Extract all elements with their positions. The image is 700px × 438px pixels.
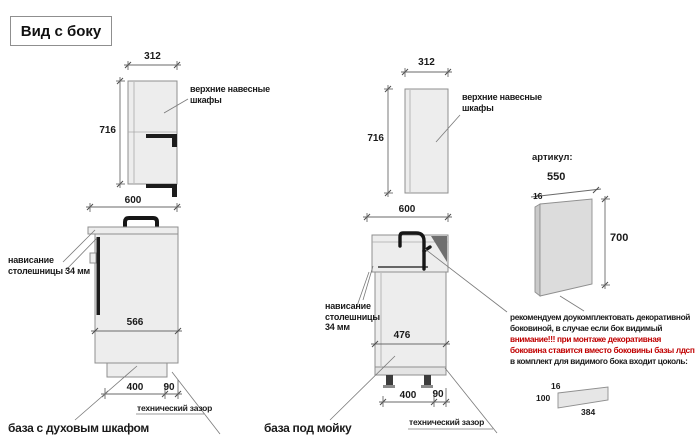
dim-panel-thickness: 16 [533,191,543,201]
label-sink-base-name: база под мойку [264,421,352,435]
dim-middle-base-width: 600 [398,204,416,215]
dim-plinth-thickness: 16 [551,381,561,391]
dim-left-plinth: 400 [126,382,144,393]
label-overhang-middle: нависание столешницы 34 мм [325,301,380,332]
note-line-3: в комплект для видимого бока входит цоколь: [510,356,688,366]
note-warning-line-1: внимание!!! при монтаже декоративная [510,334,661,344]
dim-panel-height: 700 [610,232,629,244]
plinth-piece [558,387,608,408]
label-upper-cabinets-middle: верхние навесные шкафы [462,92,542,113]
dim-plinth-length: 384 [581,407,596,417]
left-upper-cabinet [128,81,177,197]
page-title: Вид с боку [20,22,102,40]
note-line-1: рекомендуем доукомплектовать декоративной [510,312,691,322]
dim-middle-plinth: 400 [399,390,417,401]
label-article: артикул: [532,152,573,163]
label-overhang-left: нависание столешницы 34 мм [8,255,90,276]
dim-plinth-height: 100 [536,393,551,403]
label-tech-gap-left: технический зазор [137,403,213,413]
label-oven-base-name: база с духовым шкафом [8,421,149,435]
middle-upper-cabinet [405,89,448,193]
note-warning-line-2: боковина ставится вместо боковины базы лдсп [510,345,695,355]
label-tech-gap-middle: технический зазор [409,417,485,427]
dim-left-upper-width: 312 [144,51,161,62]
dim-left-base-width: 600 [124,195,142,206]
dim-middle-base-depth: 476 [393,330,411,341]
title-box [10,16,112,46]
dim-left-gap: 90 [163,382,175,393]
dim-left-base-depth: 566 [126,317,144,328]
middle-base-cabinet [372,233,448,388]
note-line-2: боковиной, в случае если бок видимый [510,323,663,333]
dim-middle-gap: 90 [432,389,444,400]
dim-middle-upper-width: 312 [418,57,435,68]
dim-left-upper-height: 716 [99,125,116,136]
dim-panel-width: 550 [547,171,566,183]
decorative-side-panel [535,199,592,296]
label-upper-cabinets-left: верхние навесные шкафы [190,84,270,105]
dim-middle-upper-height: 716 [367,133,384,144]
left-base-cabinet [88,218,178,377]
